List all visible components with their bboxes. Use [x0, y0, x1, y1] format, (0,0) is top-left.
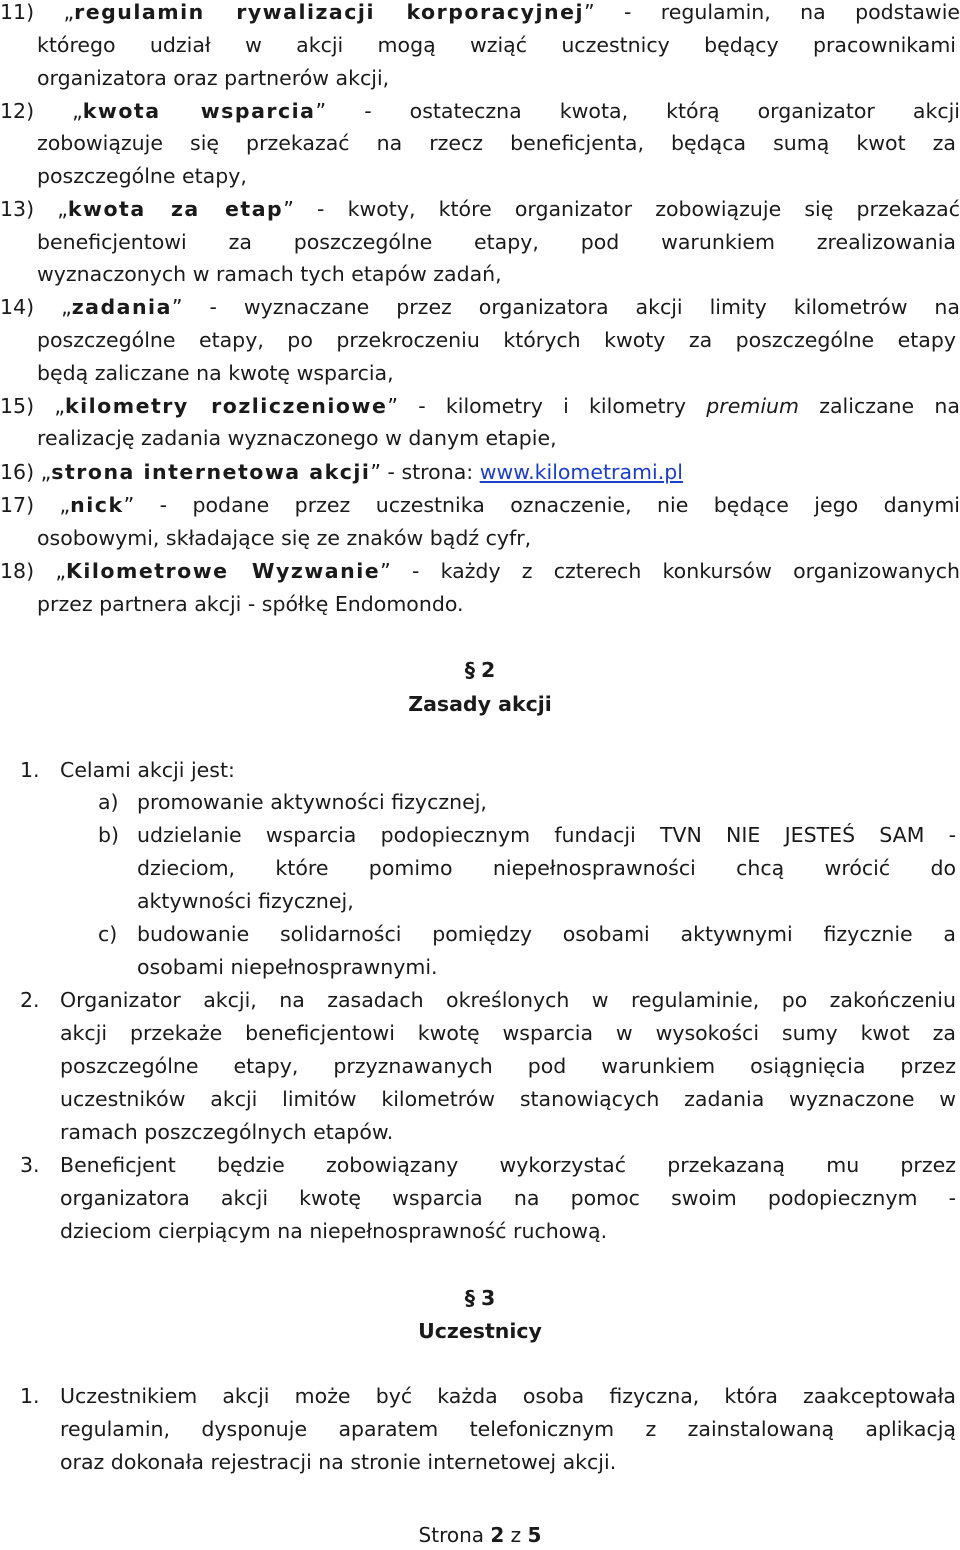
sub-item-text: dzieciom, które pomimo niepełnosprawności chcą wrócić do	[137, 856, 956, 880]
definition-text: będą zaliczane na kwotę wsparcia,	[37, 361, 394, 385]
definition-text: poszczególne etapy, po przekroczeniu których kwoty za poszczególne etapy	[37, 328, 956, 352]
item-number: 1.	[20, 1384, 40, 1408]
definition-text: przez partnera akcji - spółkę Endomondo.	[37, 592, 464, 616]
item-text: regulamin, dysponuje aparatem telefonicznym z zainstalowaną aplikacją	[60, 1417, 956, 1441]
item-text: Organizator akcji, na zasadach określonych w regulaminie, po zakończeniu	[60, 988, 956, 1012]
definition-text: zobowiązuje się przekazać na rzecz beneficjenta, będąca sumą kwot za	[37, 131, 956, 155]
current-page-number: 2	[490, 1523, 505, 1547]
item-number: 1.	[20, 758, 40, 782]
sub-item-number: c)	[98, 922, 118, 946]
sub-item-c	[0, 918, 960, 951]
definition-term: regulamin rywalizacji korporacyjnej	[74, 0, 585, 24]
definition-number: 17)	[0, 493, 35, 517]
sub-item-number: a)	[98, 790, 119, 814]
definition-term: zadania	[71, 295, 172, 319]
definition-text: wyznaczonych w ramach tych etapów zadań,	[37, 262, 502, 286]
definition-text: którego udział w akcji mogą wziąć uczestnicy będący pracownikami	[37, 33, 956, 57]
sub-item-text: osobami niepełnosprawnymi.	[137, 955, 438, 979]
definition-number: 13)	[0, 197, 35, 221]
item-text: dzieciom cierpiącym na niepełnosprawność ruchową.	[60, 1219, 608, 1243]
section-3-number: § 3	[0, 1282, 960, 1315]
definition-text: organizatora oraz partnerów akcji,	[37, 66, 390, 90]
item-text: Uczestnikiem akcji może być każda osoba fizyczna, która zaakceptowała	[60, 1384, 956, 1408]
sub-item-text: budowanie solidarności pomiędzy osobami aktywnymi fizycznie a	[137, 922, 956, 946]
definition-term: Kilometrowe Wyzwanie	[65, 559, 381, 583]
item-text: Celami akcji jest:	[60, 758, 235, 782]
item-text: Beneficjent będzie zobowiązany wykorzystać przekazaną mu przez	[60, 1153, 956, 1177]
item-number: 2.	[20, 988, 40, 1012]
sub-item-text: promowanie aktywności fizycznej,	[137, 790, 487, 814]
definition-text: poszczególne etapy,	[37, 164, 247, 188]
definition-11-line-1: 11) „regulamin rywalizacji korporacyjnej” - regulamin, na podstawie	[0, 0, 960, 24]
definition-term: kilometry rozliczeniowe	[64, 394, 388, 418]
emphasis-premium: premium	[706, 394, 799, 418]
section-3-title: Uczestnicy	[418, 1319, 542, 1343]
sub-item-text: udzielanie wsparcia podopiecznym fundacji TVN NIE JESTEŚ SAM -	[137, 823, 956, 847]
website-link[interactable]: www.kilometrami.pl	[479, 460, 683, 484]
definition-number: 12)	[0, 99, 35, 123]
sub-item-b	[0, 819, 960, 852]
item-text: organizatora akcji kwotę wsparcia na pomoc swoim podopiecznym -	[60, 1186, 956, 1210]
definition-term: kwota za etap	[67, 197, 284, 221]
definition-term: kwota wsparcia	[82, 99, 316, 123]
item-text: ramach poszczególnych etapów.	[60, 1120, 394, 1144]
sub-item-number: b)	[98, 823, 120, 847]
definition-term: strona internetowa akcji	[51, 460, 371, 484]
sub-item-a	[0, 786, 960, 819]
sub-item-text: aktywności fizycznej,	[137, 889, 354, 913]
definition-term: nick	[70, 493, 124, 517]
item-number: 3.	[20, 1153, 40, 1177]
total-page-count: 5	[527, 1523, 542, 1547]
item-text: oraz dokonała rejestracji na stronie internetowej akcji.	[60, 1450, 617, 1474]
definition-text: realizację zadania wyznaczonego w danym etapie,	[37, 426, 557, 450]
document-page: 11) „regulamin rywalizacji korporacyjnej” - regulamin, na podstawie którego udział w akcji mogą wziąć uczestnicy będący pracownikami organizatora oraz partnerów akcji, 12) „kwota wsparcia” - ostateczna kwota, którą organizator akcji zobowiązuje się przekazać na rzecz beneficjenta, będąca sumą kwot za poszczególne etapy, 13) „kwota za etap” - kwoty, które organizator zobowiązuje się przekazać beneficjentowi za poszczególne etapy, pod warunkiem zrealizowania wyznaczonych w ramach tych etapów zadań, 14) „zadania” - wyznaczane przez organizatora akcji limity kilometrów na poszczególne etapy, po przekroczeniu których kwoty za poszczególne etapy będą zaliczane na kwotę wsparcia, 15) „kilometry rozliczeniowe” - kilometry i kilometry premium zaliczane na realizację zadania wyznaczonego w danym etapie, 16) „strona internetowa akcji” - strona: www.kilometrami.pl 17) „nick” - podane przez uczestnika oznaczenie, nie będące jego danymi osobowymi, składające się ze znaków bądź cyfr, 18) „Kilometrowe Wyzwanie” - każdy z czterech konkursów organizowanych przez partnera akcji - spółkę Endomondo. § 2 Zasady akcji 1. Celami akcji jest: a) promowanie aktywności fizycznej, b) udzielanie wsparcia podopiecznym fundacji TVN NIE JESTEŚ SAM - dzieciom, które pomimo niepełnosprawności chcą wrócić do aktywności fizycznej, c) budowanie solidarności pomiędzy osobami aktywnymi fizycznie a osobami niepełnosprawnymi. 2. Organizator akcji, na zasadach określonych w regulaminie, po zakończeniu akcji przekaże beneficjentowi kwotę wsparcia w wysokości sumy kwot za poszczególne etapy, przyznawanych pod warunkiem osiągnięcia przez uczestników akcji limitów kilometrów stanowiących zadania wyznaczone w ramach poszczególnych etapów. 3. Beneficjent będzie zobowiązany wykorzystać przekazaną mu przez organizatora akcji kwotę wsparcia na pomoc swoim podopiecznym - dzieciom cierpiącym na niepełnosprawność ruchową. § 3 Uczestnicy 1. Uczestnikiem akcji może być każda osoba fizyczna, która zaakceptowała regulamin, dysponuje aparatem telefonicznym z zainstalowaną aplikacją oraz dokonała rejestracji na stronie internetowej akcji. Strona 2 z 5	[0, 0, 960, 1549]
definition-number: 14)	[0, 295, 35, 319]
item-text: uczestników akcji limitów kilometrów stanowiących zadania wyznaczone w	[60, 1087, 956, 1111]
definition-number: 11)	[0, 0, 35, 24]
item-text: akcji przekaże beneficjentowi kwotę wsparcia w wysokości sumy kwot za	[60, 1021, 956, 1045]
definition-text: osobowymi, składające się ze znaków bądź cyfr,	[37, 526, 532, 550]
paragraph-sign-icon: §	[464, 1286, 475, 1310]
definition-text: beneficjentowi za poszczególne etapy, pod warunkiem zrealizowania	[37, 230, 956, 254]
page-footer: Strona 2 z 5	[418, 1523, 542, 1547]
paragraph-sign-icon: §	[464, 658, 475, 682]
definition-number: 15)	[0, 394, 35, 418]
section-2-number: § 2	[0, 654, 960, 687]
definition-number: 16)	[0, 460, 35, 484]
section-2-title: Zasady akcji	[408, 692, 552, 716]
item-text: poszczególne etapy, przyznawanych pod warunkiem osiągnięcia przez	[60, 1054, 956, 1078]
definition-number: 18)	[0, 559, 35, 583]
